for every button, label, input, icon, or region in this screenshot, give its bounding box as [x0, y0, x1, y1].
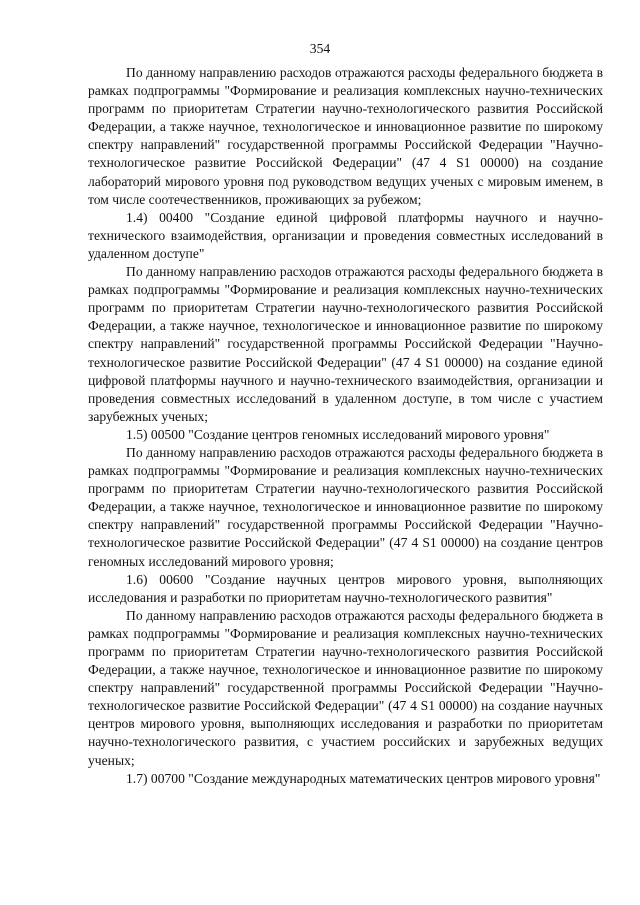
paragraph-digital-platform-description: По данному направлению расходов отражаются расходы федерального бюджета в рамках подпрограммы "Формирование и реализация комплексных научно-технических программ по приоритетам Стратегии научно-технологического развития Российской Федерации, а также научное, технологическое и инновационное развитие по широкому спектру направлений" государственной программы Российской Федерации "Научно-технологическое развитие Российской Федерации" (47 4 S1 00000) на создание единой цифровой платформы научного и научно-технического взаимодействия, организации и проведения совместных исследований в удаленном доступе, в том числе с участием зарубежных ученых; [88, 264, 603, 424]
paragraph-science-centers-description: По данному направлению расходов отражаются расходы федерального бюджета в рамках подпрограммы "Формирование и реализация комплексных научно-технических программ по приоритетам Стратегии научно-технологического развития Российской Федерации, а также научное, технологическое и инновационное развитие по широкому спектру направлений" государственной программы Российской Федерации "Научно-технологическое развитие Российской Федерации" (47 4 S1 00000) на создание научных центров мирового уровня, выполняющих исследования и разработки по приоритетам научно-технологического развития, с участием российских и зарубежных ведущих ученых; [88, 607, 603, 768]
heading-item-1-6: 1.6) 00600 "Создание научных центров мирового уровня, выполняющих исследования и разработки по приоритетам научно-технологического развития" [88, 571, 603, 605]
paragraph-labs-description: По данному направлению расходов отражаются расходы федерального бюджета в рамках подпрограммы "Формирование и реализация комплексных научно-технических программ по приоритетам Стратегии научно-технологического развития Российской Федерации, а также научное, технологическое и инновационное развитие по широкому спектру направлений" государственной программы Российской Федерации "Научно-технологическое развитие Российской Федерации" (47 4 S1 00000) на создание лабораторий мирового уровня под руководством ведущих ученых с мировым именем, в том числе соотечественников, проживающих за рубежом; [88, 65, 603, 207]
heading-item-1-7: 1.7) 00700 "Создание международных математических центров мирового уровня" [126, 770, 601, 786]
paragraph-genomic-centers-description: По данному направлению расходов отражаются расходы федерального бюджета в рамках подпрограммы "Формирование и реализация комплексных научно-технических программ по приоритетам Стратегии научно-технологического развития Российской Федерации, а также научное, технологическое и инновационное развитие по широкому спектру направлений" государственной программы Российской Федерации "Научно-технологическое развитие Российской Федерации" (47 4 S1 00000) на создание центров геномных исследований мирового уровня; [88, 444, 603, 569]
page-number: 354 [309, 41, 331, 56]
heading-item-1-5: 1.5) 00500 "Создание центров геномных исследований мирового уровня" [126, 426, 550, 442]
heading-item-1-4: 1.4) 00400 "Создание единой цифровой платформы научного и научно-технического взаимодействия, организации и проведения совместных исследований в удаленном доступе" [88, 209, 603, 261]
document-body [88, 64, 603, 788]
